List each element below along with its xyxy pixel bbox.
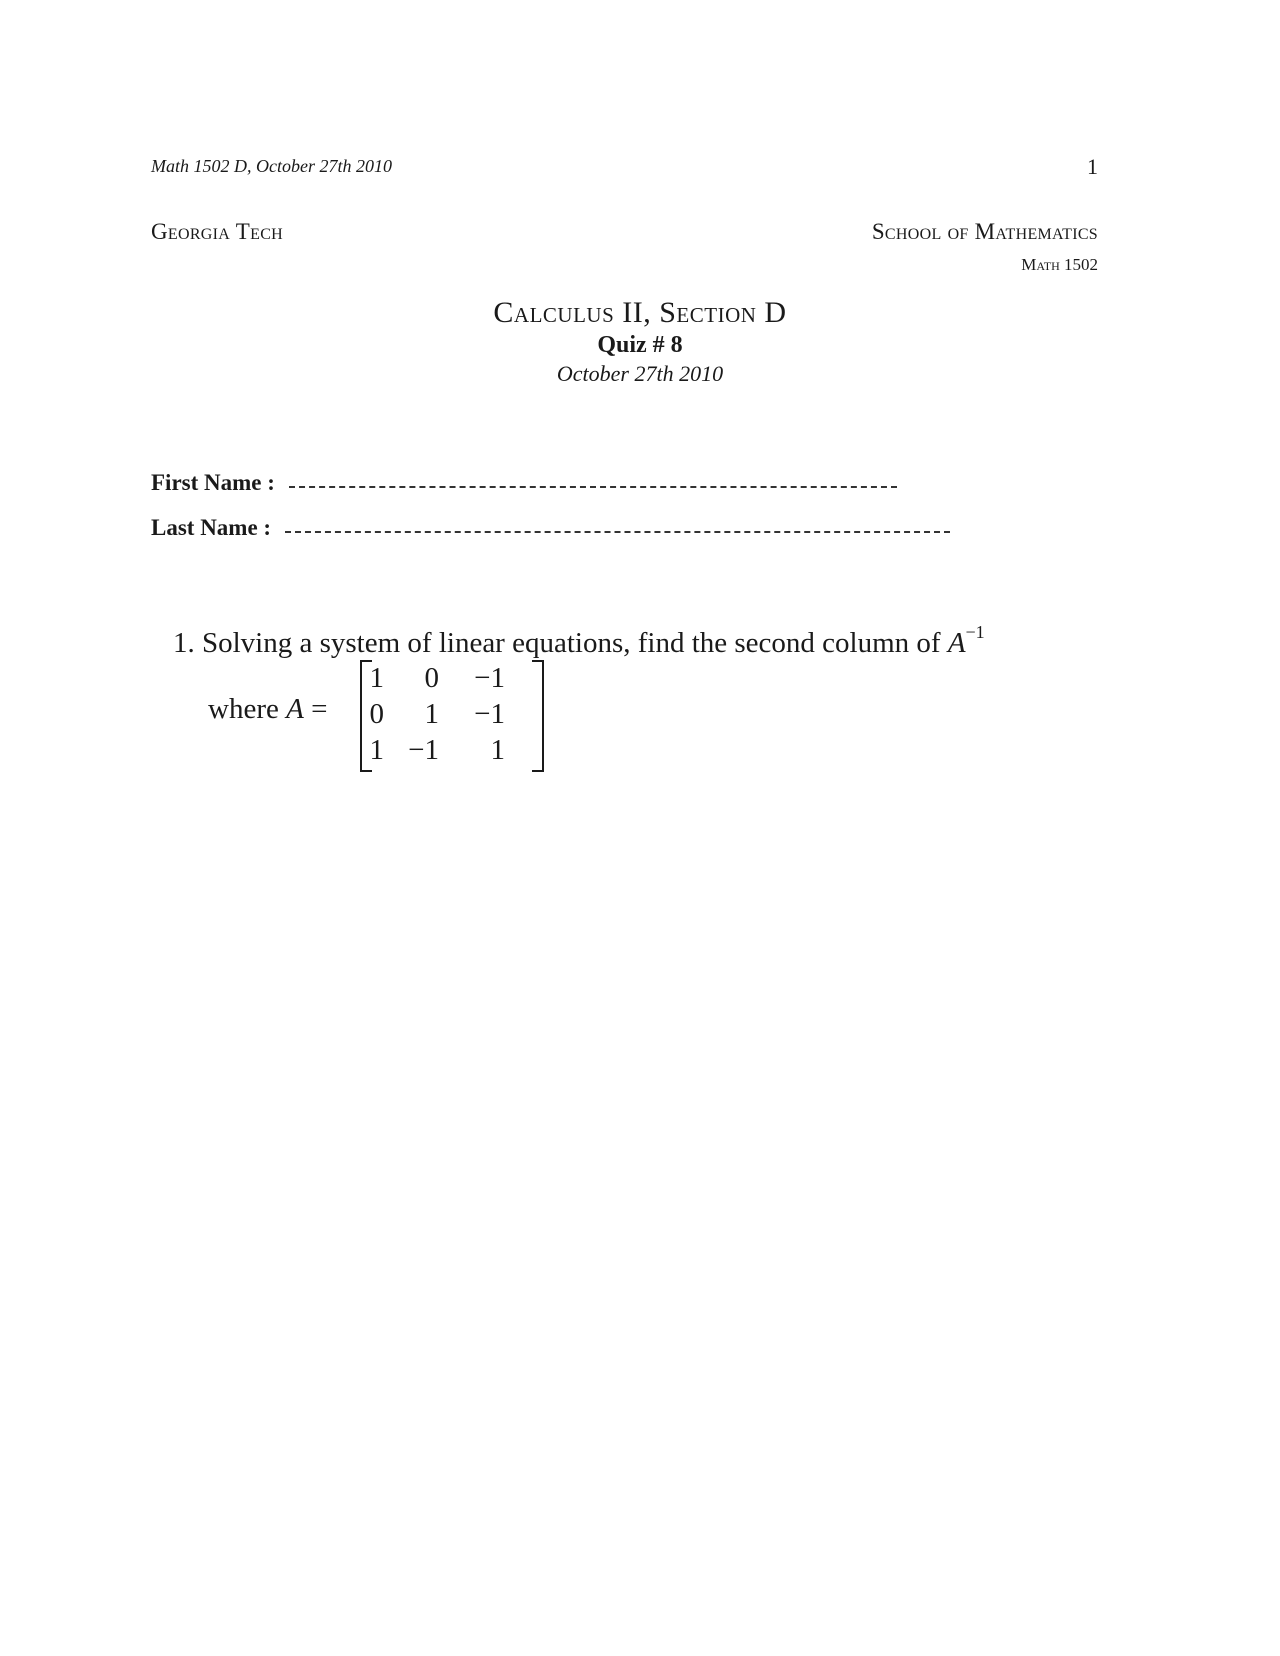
institution-name: Georgia Tech [151, 219, 284, 244]
last-name-blank[interactable] [285, 530, 950, 533]
page-number: 1 [1087, 154, 1098, 179]
matrix-cell-r3c2: −1 [408, 734, 439, 766]
where-clause [208, 693, 327, 726]
first-name-label: First Name : [151, 470, 275, 495]
matrix-cell-r1c2: 0 [424, 662, 439, 694]
title-block [0, 295, 1280, 389]
equals-sign: = [311, 693, 328, 725]
matrix-right-bracket [532, 660, 544, 772]
first-name-row [151, 470, 897, 496]
course-code: Math 1502 [1021, 255, 1098, 274]
matrix-cell-r1c1: 1 [369, 662, 384, 694]
quiz-date: October 27th 2010 [556, 361, 724, 386]
problem-number: 1. [173, 627, 195, 659]
last-name-label: Last Name : [151, 515, 272, 540]
matrix-variable: A [947, 627, 966, 659]
inverse-exponent: −1 [965, 622, 985, 642]
matrix-cell-r3c3: 1 [490, 734, 505, 766]
where-text: where [208, 693, 279, 725]
problem-text: Solving a system of linear equations, find the second column of [202, 627, 941, 659]
course-title: Calculus II, Section D [493, 296, 787, 329]
matrix-cell-r3c1: 1 [369, 734, 384, 766]
last-name-row [151, 515, 950, 541]
matrix-cell-r1c3: −1 [474, 662, 505, 694]
matrix-A [360, 660, 544, 770]
quiz-label: Quiz # 8 [597, 332, 683, 358]
first-name-blank[interactable] [289, 485, 897, 488]
matrix-cell-r2c2: 1 [424, 698, 439, 730]
matrix-cell-r2c3: −1 [474, 698, 505, 730]
problem-statement [173, 622, 985, 660]
school-name: School of Mathematics [871, 219, 1098, 244]
matrix-cell-r2c1: 0 [369, 698, 384, 730]
running-head: Math 1502 D, October 27th 2010 [151, 156, 392, 176]
where-variable: A [286, 693, 304, 725]
